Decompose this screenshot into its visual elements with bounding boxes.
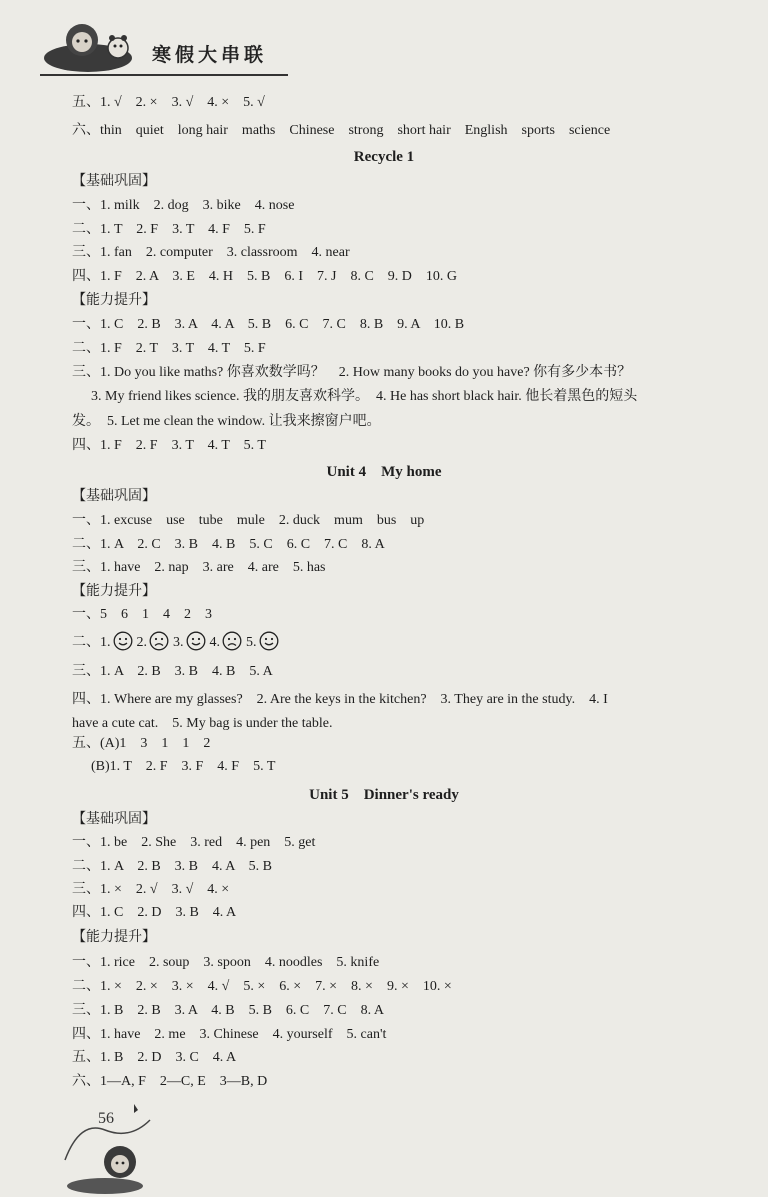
answer-line: 一、1. C 2. B 3. A 4. A 5. B 6. C 7. C 8. B 9. A 10. B: [72, 317, 465, 332]
answer-line: (B)1. T 2. F 3. F 4. F 5. T: [91, 759, 276, 774]
subsection-label: 【基础巩固】: [72, 812, 156, 827]
section-title: Unit 5 Dinner's ready: [309, 787, 459, 803]
answer-line: 3. My friend likes science. 我的朋友喜欢科学。 4. He has short black hair. 他长着黑色的短头: [91, 389, 638, 404]
subsection-label: 【能力提升】: [72, 293, 156, 308]
answer-line: 三、1. × 2. √ 3. √ 4. ×: [72, 882, 230, 897]
answer-line: 四、1. C 2. D 3. B 4. A: [72, 905, 237, 920]
subsection-label: 【能力提升】: [72, 930, 156, 945]
smiley-face-icon: [113, 631, 133, 651]
answer-line: 一、1. be 2. She 3. red 4. pen 5. get: [72, 835, 316, 850]
face-label: 4.: [209, 635, 220, 650]
subsection-label: 【能力提升】: [72, 584, 156, 599]
answer-line: 发。 5. Let me clean the window. 让我来擦窗户吧。: [72, 414, 381, 429]
answer-line: 三、1. B 2. B 3. A 4. B 5. B 6. C 7. C 8. A: [72, 1003, 384, 1018]
answer-line: 二、1. A 2. B 3. B 4. A 5. B: [72, 859, 272, 874]
answer-line: 三、1. have 2. nap 3. are 4. are 5. has: [72, 560, 326, 575]
answer-line: 二、1. × 2. × 3. × 4. √ 5. × 6. × 7. × 8. × 9. × 10. ×: [72, 979, 452, 994]
face-label: 2.: [136, 635, 147, 650]
smiley-face-icon: [186, 631, 206, 651]
answer-line: 二、1. T 2. F 3. T 4. F 5. F: [72, 222, 266, 237]
answer-line: 四、1. Where are my glasses? 2. Are the keys in the kitchen? 3. They are in the study. 4. I: [72, 692, 608, 707]
answer-line: 一、1. milk 2. dog 3. bike 4. nose: [72, 198, 295, 213]
frowning-face-icon: [149, 631, 169, 651]
faces-row: [72, 631, 283, 653]
mascot-icon: [40, 18, 140, 76]
page-number: 56: [98, 1110, 114, 1127]
face-label: 1.: [100, 635, 111, 650]
answer-line: 二、1. A 2. C 3. B 4. B 5. C 6. C 7. C 8. A: [72, 537, 385, 552]
answer-line: 二、1. F 2. T 3. T 4. T 5. F: [72, 341, 266, 356]
answer-line: 五、1. √ 2. × 3. √ 4. × 5. √: [72, 95, 265, 110]
answer-line: 一、5 6 1 4 2 3: [72, 607, 212, 622]
answer-line: 四、1. F 2. F 3. T 4. T 5. T: [72, 438, 266, 453]
book-title: 寒假大串联: [152, 44, 268, 66]
subsection-label: 【基础巩固】: [72, 489, 156, 504]
answer-line: 四、1. have 2. me 3. Chinese 4. yourself 5. can't: [72, 1027, 387, 1042]
answer-line: have a cute cat. 5. My bag is under the table.: [72, 716, 333, 731]
answer-line: 三、1. A 2. B 3. B 4. B 5. A: [72, 664, 273, 679]
answer-line: 六、thin quiet long hair maths Chinese strong short hair English sports science: [72, 123, 611, 138]
subsection-label: 【基础巩固】: [72, 174, 156, 189]
page-footer: [60, 1100, 160, 1195]
answer-line: 三、1. fan 2. computer 3. classroom 4. near: [72, 245, 350, 260]
answer-line: 四、1. F 2. A 3. E 4. H 5. B 6. I 7. J 8. C 9. D 10. G: [72, 269, 458, 284]
page-header: [40, 18, 290, 76]
faces-row-prefix: 二、: [72, 635, 100, 650]
answer-line: 三、1. Do you like maths? 你喜欢数学吗？ 2. How many books do you have? 你有多少本书？: [72, 365, 632, 380]
answer-line: 一、1. rice 2. soup 3. spoon 4. noodles 5. knife: [72, 955, 380, 970]
frowning-face-icon: [222, 631, 242, 651]
answer-line: 六、1—A, F 2—C, E 3—B, D: [72, 1074, 268, 1089]
answer-line: 一、1. excuse use tube mule 2. duck mum bus up: [72, 513, 425, 528]
face-label: 3.: [173, 635, 184, 650]
answer-line: 五、1. B 2. D 3. C 4. A: [72, 1050, 237, 1065]
face-label: 5.: [246, 635, 257, 650]
answer-line: 五、(A)1 3 1 1 2: [72, 736, 211, 751]
section-title: Unit 4 My home: [326, 464, 442, 480]
smiley-face-icon: [259, 631, 279, 651]
section-title: Recycle 1: [353, 149, 415, 165]
header-divider: [40, 74, 288, 76]
